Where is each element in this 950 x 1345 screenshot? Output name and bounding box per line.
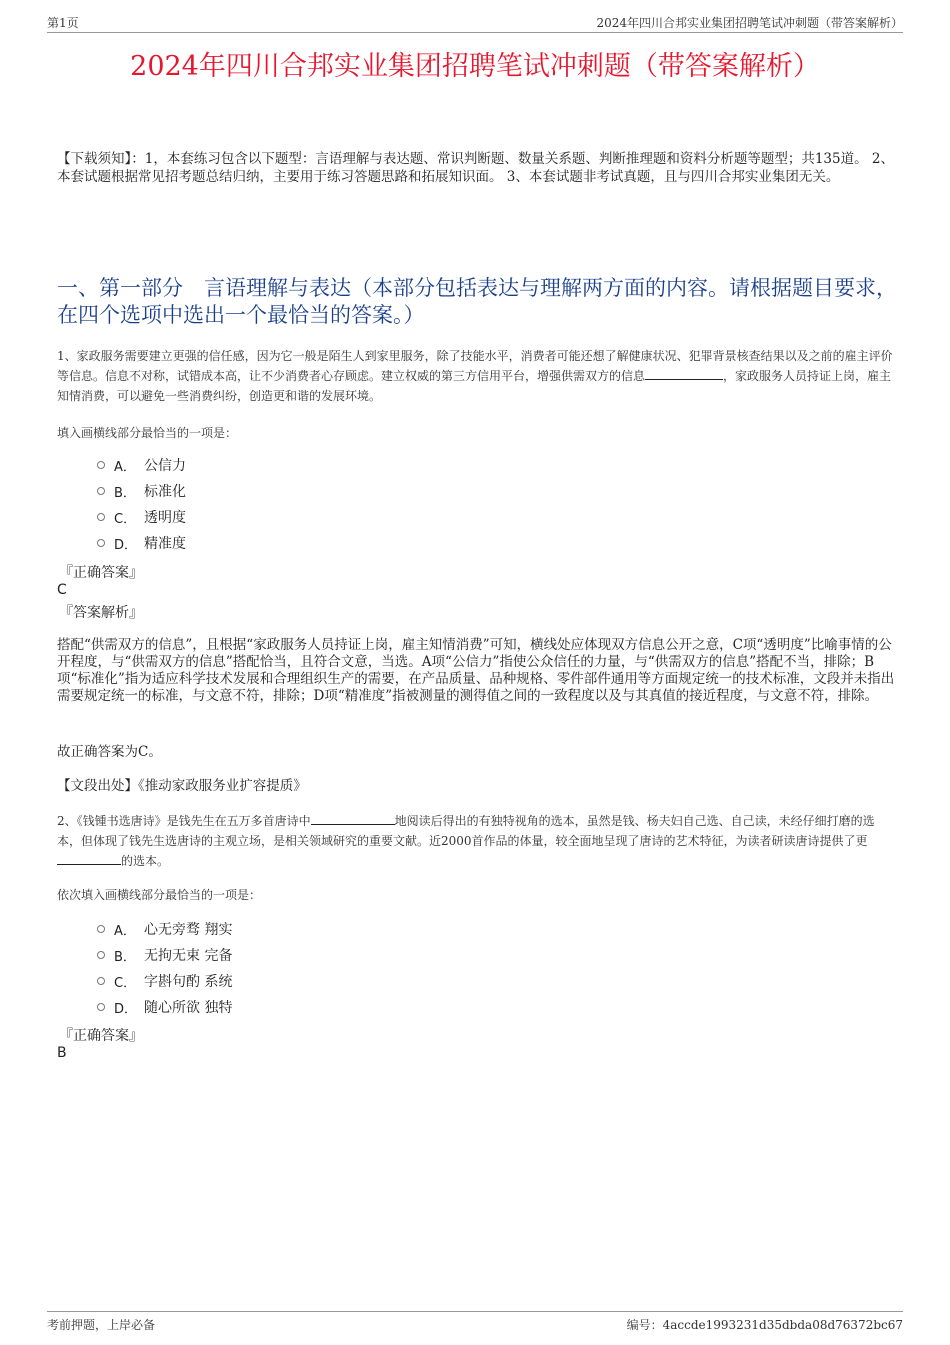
radio-icon[interactable]	[97, 925, 105, 933]
option-c[interactable]: C． 字斟句酌 系统	[97, 968, 232, 994]
page-title: 2024年四川合邦实业集团招聘笔试冲刺题（带答案解析）	[130, 51, 820, 82]
answer-label: 『正确答案』	[59, 1028, 143, 1044]
option-c[interactable]: C． 透明度	[97, 504, 186, 530]
radio-icon[interactable]	[97, 539, 105, 547]
answer-blank	[311, 812, 395, 825]
source-text: 【文段出处】《推动家政服务业扩容提质》	[57, 778, 307, 794]
question-1-text: 1、家政服务需要建立更强的信任感，因为它一般是陌生人到家里服务，除了技能水平，消费者可能还想了解健康状况、犯罪背景核查结果以及之前的雇主评价等信息。信息不对称，试错成本高，让不少消费者心存顾虑。建立权威的第三方信用平台，增强供需双方的信息 ，家政服务人员持证上岗，雇主知情消费，可以避免一些消费纠纷，创造更和谐的发展环境。	[57, 349, 893, 403]
option-b[interactable]: B． 标准化	[97, 478, 186, 504]
download-notice: 【下载须知】：1，本套练习包含以下题型：言语理解与表达题、常识判断题、数量关系题、判断推理题和资料分析题等题型；共135道。 2、本套试题根据常见招考题总结归纳，主要用于练习答题思路和拓展知识面。 3、本套试题非考试真题，且与四川合邦实业集团无关。	[57, 151, 894, 185]
question-1-options	[97, 452, 186, 556]
radio-icon[interactable]	[97, 461, 105, 469]
analysis-label: 『答案解析』	[59, 605, 143, 621]
footer-slogan: 考前押题，上岸必备	[47, 1318, 156, 1332]
question-2-options	[97, 916, 232, 1020]
question-2-prompt: 依次填入画横线部分最恰当的一项是：	[57, 888, 262, 902]
question-1-prompt: 填入画横线部分最恰当的一项是：	[57, 426, 238, 440]
option-a[interactable]: A． 心无旁骛 翔实	[97, 916, 232, 942]
answer-blank	[645, 367, 723, 380]
answer-value: C	[57, 582, 67, 598]
answer-blank	[57, 852, 121, 865]
page-header	[47, 14, 903, 33]
analysis-text: 搭配“供需双方的信息”，且根据“家政服务人员持证上岗，雇主知情消费”可知，横线处应体现双方信息公开之意，C项“透明度”比喻事情的公开程度，与“供需双方的信息”搭配恰当，且符合文意，当选。A项“公信力”指使公众信任的力量，与“供需双方的信息”搭配不当，排除；B项“标准化”指为适应科学技术发展和合理组织生产的需要，在产品质量、品种规格、零件部件通用等方面规定统一的技术标准，文段并未指出需要规定统一的标准，与文意不符，排除；D项“精准度”指被测量的测得值之间的一致程度以及与其真值的接近程度，与文意不符，排除。	[57, 637, 895, 704]
option-d[interactable]: D． 精准度	[97, 530, 186, 556]
question-2-text: 2、《钱锺书选唐诗》是钱先生在五万多首唐诗中 地阅读后得出的有独特视角的选本，虽然是钱、杨夫妇自己选、自己读，未经仔细打磨的选本，但体现了钱先生选唐诗的主观立场，是相关领域研究的重要文献。近2000首作品的体量，较全面地呈现了唐诗的艺术特征，为读者研读唐诗提供了更的选本。	[57, 814, 875, 868]
option-b[interactable]: B． 无拘无束 完备	[97, 942, 232, 968]
radio-icon[interactable]	[97, 487, 105, 495]
radio-icon[interactable]	[97, 951, 105, 959]
header-doc-title: 2024年四川合邦实业集团招聘笔试冲刺题（带答案解析）	[596, 16, 903, 30]
answer-label: 『正确答案』	[59, 565, 143, 581]
answer-value: B	[57, 1045, 67, 1061]
section-heading: 一、第一部分 言语理解与表达（本部分包括表达与理解两方面的内容。请根据题目要求，在四个选项中选出一个最恰当的答案。）	[57, 276, 897, 327]
radio-icon[interactable]	[97, 513, 105, 521]
option-a[interactable]: A． 公信力	[97, 452, 186, 478]
page-footer	[47, 1311, 903, 1332]
radio-icon[interactable]	[97, 1003, 105, 1011]
page-number: 第1页	[47, 16, 79, 30]
radio-icon[interactable]	[97, 977, 105, 985]
footer-doc-id: 编号：4accde1993231d35dbda08d76372bc67	[626, 1318, 903, 1332]
conclusion-text: 故正确答案为C。	[57, 744, 162, 760]
option-d[interactable]: D． 随心所欲 独特	[97, 994, 232, 1020]
